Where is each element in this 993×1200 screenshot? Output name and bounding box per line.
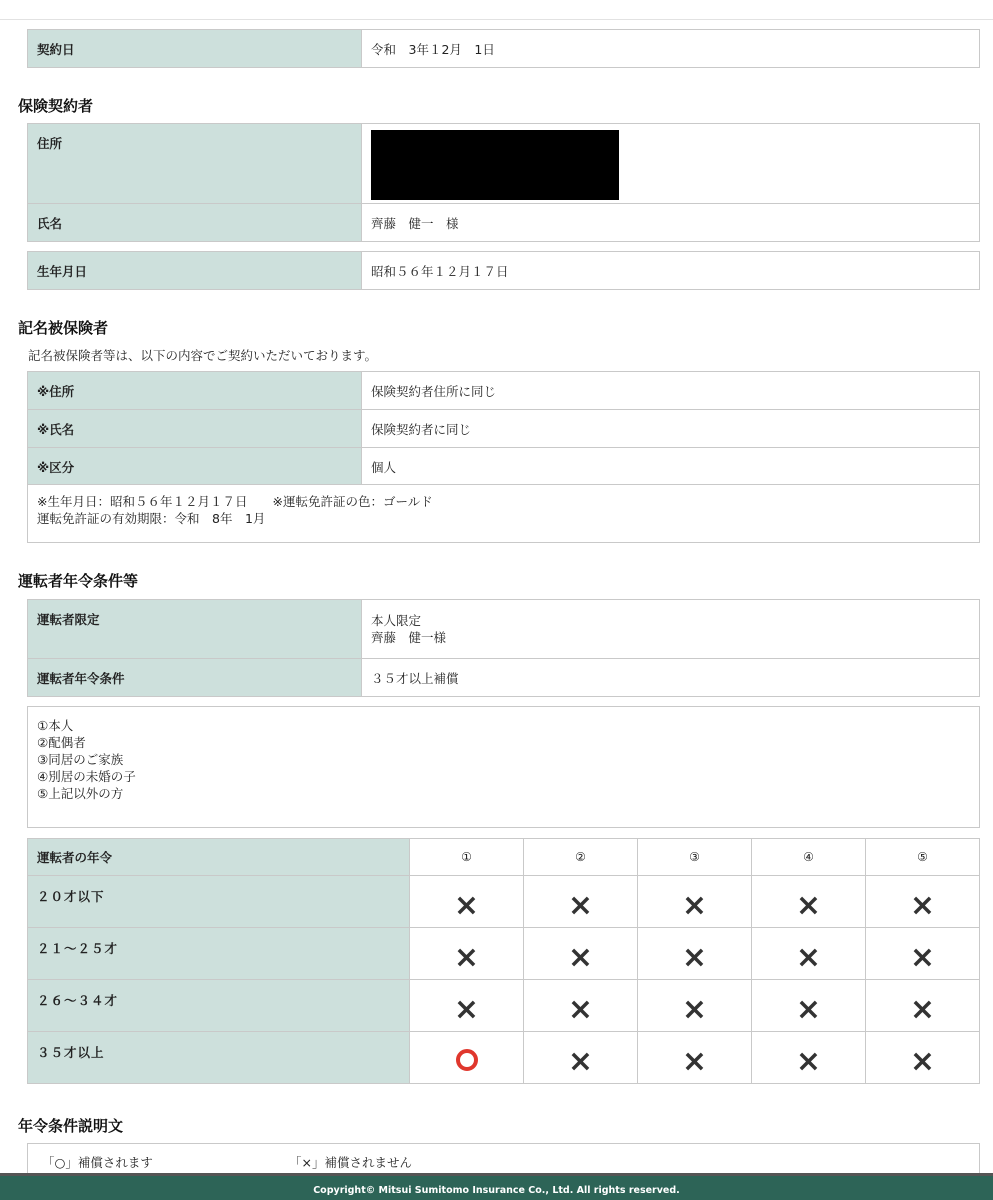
cross-mark-icon: × [681,1043,708,1079]
circle-mark-icon [456,1049,478,1071]
cross-mark-icon: × [795,1043,822,1079]
age-col-header: ④ [752,839,866,876]
driver-limit-label: 運転者限定 [28,600,362,659]
insured-note: 記名被保険者等は、以下の内容でご契約いただいております。 [28,348,378,363]
insured-type-value: 個人 [362,448,980,486]
driver-title: 運転者年令条件等 [18,572,139,590]
category-item: ④別居の未婚の子 [37,769,136,784]
cross-mark-icon: × [453,991,480,1027]
contract-date-table [27,29,980,68]
name-label: 氏名 [28,204,362,242]
name-value: 齊藤 健一 様 [362,204,980,242]
insured-name-value: 保険契約者に同じ [362,410,980,448]
top-divider [0,0,993,20]
age-row-label: ３５才以上 [28,1032,410,1084]
category-item: ⑤上記以外の方 [37,786,124,801]
insured-detail-line1: ※生年月日：昭和５６年１２月１７日 ※運転免許証の色：ゴールド [37,494,433,509]
table-row [28,876,980,928]
birthdate-value: 昭和５６年１２月１７日 [362,252,980,290]
category-item: ③同居のご家族 [37,752,124,767]
policyholder-table [27,123,980,242]
category-item: ②配偶者 [37,735,86,750]
age-col-header: ③ [638,839,752,876]
driver-limit-value1: 本人限定 [371,613,422,628]
cross-mark-icon: × [795,991,822,1027]
cross-mark-icon: × [567,939,594,975]
table-row [28,980,980,1032]
age-row-label: ２０才以下 [28,876,410,928]
explanation-title: 年令条件説明文 [18,1117,124,1135]
driver-categories-box [27,706,980,828]
cross-mark-icon: × [795,939,822,975]
insured-type-label: ※区分 [28,448,362,486]
driver-age-value: ３５才以上補償 [362,659,980,697]
insured-address-value: 保険契約者住所に同じ [362,372,980,410]
covered-text: 「○」補償されます [42,1155,153,1170]
address-label: 住所 [28,124,362,204]
insured-title: 記名被保険者 [18,319,109,337]
age-col-header: ⑤ [866,839,980,876]
insured-detail-line2: 運転免許証の有効期限：令和 8年 1月 [37,511,266,526]
table-row [28,1032,980,1084]
cross-mark-icon: × [567,1043,594,1079]
cross-mark-icon: × [909,939,936,975]
cross-mark-icon: × [453,887,480,923]
cross-mark-icon: × [909,887,936,923]
category-item: ①本人 [37,718,74,733]
age-row-label: ２１～２５才 [28,928,410,980]
cross-mark-icon: × [681,887,708,923]
driver-table [27,599,980,697]
cross-mark-icon: × [909,1043,936,1079]
cross-mark-icon: × [681,939,708,975]
cross-mark-icon: × [681,991,708,1027]
cross-mark-icon: × [795,887,822,923]
cross-mark-icon: × [567,991,594,1027]
age-header-label: 運転者の年令 [28,839,410,876]
age-row-label: ２６～３４才 [28,980,410,1032]
cross-mark-icon: × [567,887,594,923]
insured-detail-box [27,484,980,543]
birthdate-table [27,251,980,290]
footer-copyright: Copyright© Mitsui Sumitomo Insurance Co., Ltd. All rights reserved. [0,1173,993,1200]
policyholder-title: 保険契約者 [18,97,94,115]
age-col-header: ② [524,839,638,876]
table-row [28,928,980,980]
insured-table [27,371,980,486]
redacted-address [371,130,619,200]
driver-age-label: 運転者年令条件 [28,659,362,697]
birthdate-label: 生年月日 [28,252,362,290]
driver-limit-value2: 齊藤 健一様 [371,630,447,645]
cross-mark-icon: × [909,991,936,1027]
insured-name-label: ※氏名 [28,410,362,448]
age-col-header: ① [410,839,524,876]
cross-mark-icon: × [453,939,480,975]
insured-address-label: ※住所 [28,372,362,410]
contract-date-value: 令和 3年１2月 1日 [362,30,980,68]
age-condition-table [27,838,980,1084]
not-covered-text: 「×」補償されません [288,1155,412,1170]
contract-date-label: 契約日 [28,30,362,68]
